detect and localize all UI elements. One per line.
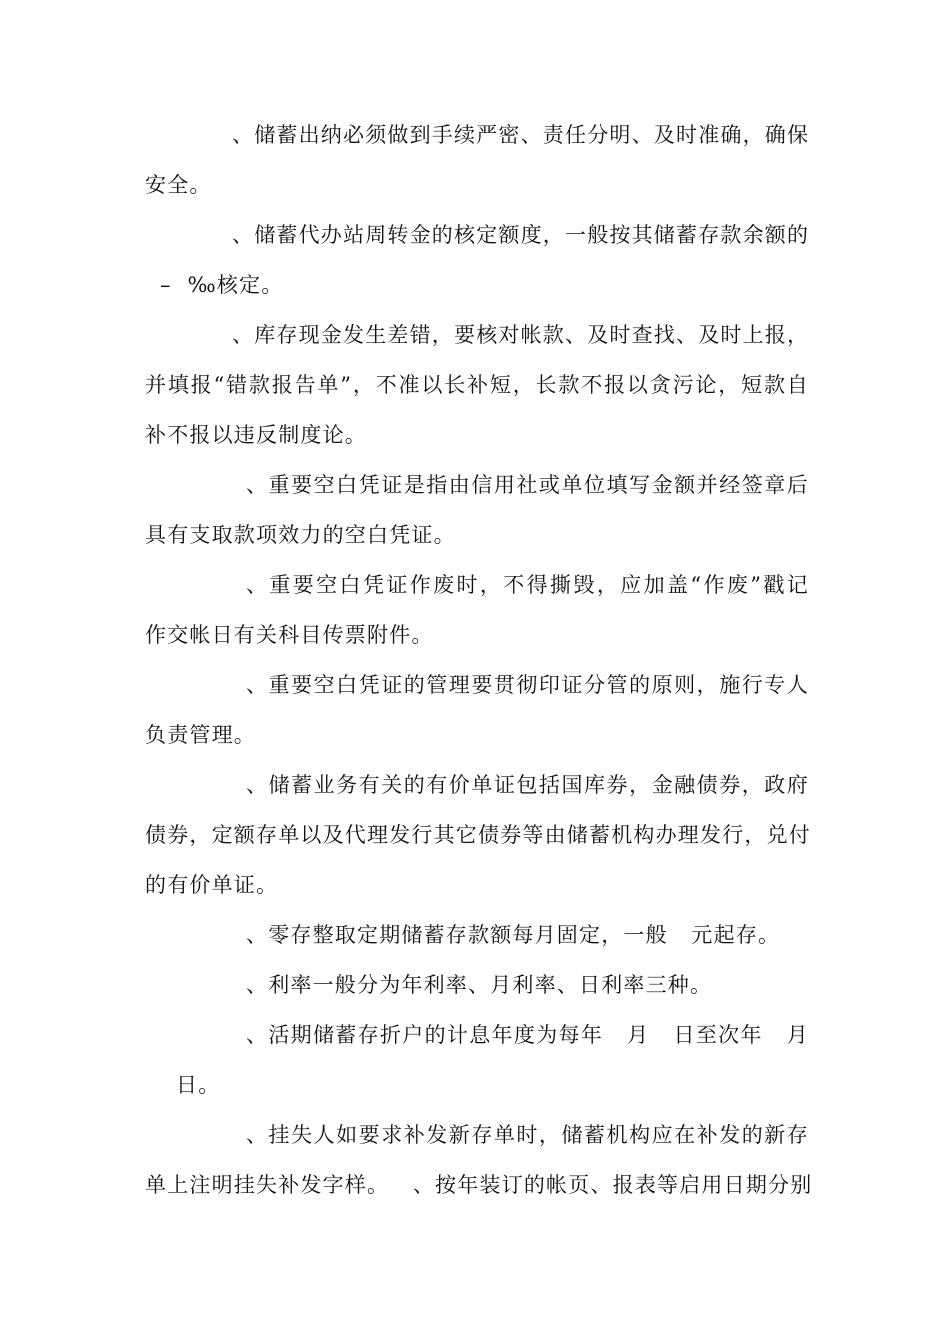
text-line: 单上注明挂失补发字样。 、按年装订的帐页、报表等启用日期分别 [145, 1173, 813, 1197]
text-line: 、重要空白凭证作废时，不得撕毁，应加盖“作废”戳记 [246, 573, 809, 597]
text-line: 、库存现金发生差错，要核对帐款、及时查找、及时上报， [232, 323, 810, 347]
text-line: 并填报“错款报告单”，不准以长补短，长款不报以贪污论，短款自 [145, 373, 809, 397]
text-line: 日。 [176, 1073, 221, 1097]
text-line: 、零存整取定期储蓄存款额每月固定，一般 元起存。 [246, 923, 781, 947]
text-line: 具有支取款项效力的空白凭证。 [145, 523, 456, 547]
text-line: 、重要空白凭证的管理要贯彻印证分管的原则，施行专人 [246, 673, 809, 697]
text-line: 、活期储蓄存折户的计息年度为每年 月 日至次年 月 [246, 1023, 809, 1047]
text-line: 、储蓄代办站周转金的核定额度，一般按其储蓄存款余额的 [232, 223, 810, 247]
text-line: 的有价单证。 [145, 873, 279, 897]
text-line: 补不报以违反制度论。 [145, 423, 367, 447]
text-line: 、储蓄出纳必须做到手续严密、责任分明、及时准确，确保 [232, 123, 810, 147]
text-line: 、挂失人如要求补发新存单时，储蓄机构应在补发的新存 [246, 1123, 809, 1147]
text-line: 安全。 [145, 173, 212, 197]
text-line: 、储蓄业务有关的有价单证包括国库券，金融债券，政府 [246, 773, 809, 797]
text-line: 债券，定额存单以及代理发行其它债券等由储蓄机构办理发行，兑付 [145, 823, 811, 847]
text-line: – ‰核定。 [160, 273, 284, 297]
text-line: 、重要空白凭证是指由信用社或单位填写金额并经签章后 [246, 473, 809, 497]
text-line: 作交帐日有关科目传票附件。 [145, 623, 434, 647]
text-line: 负责管理。 [145, 723, 256, 747]
text-line: 、利率一般分为年利率、月利率、日利率三种。 [246, 973, 713, 997]
